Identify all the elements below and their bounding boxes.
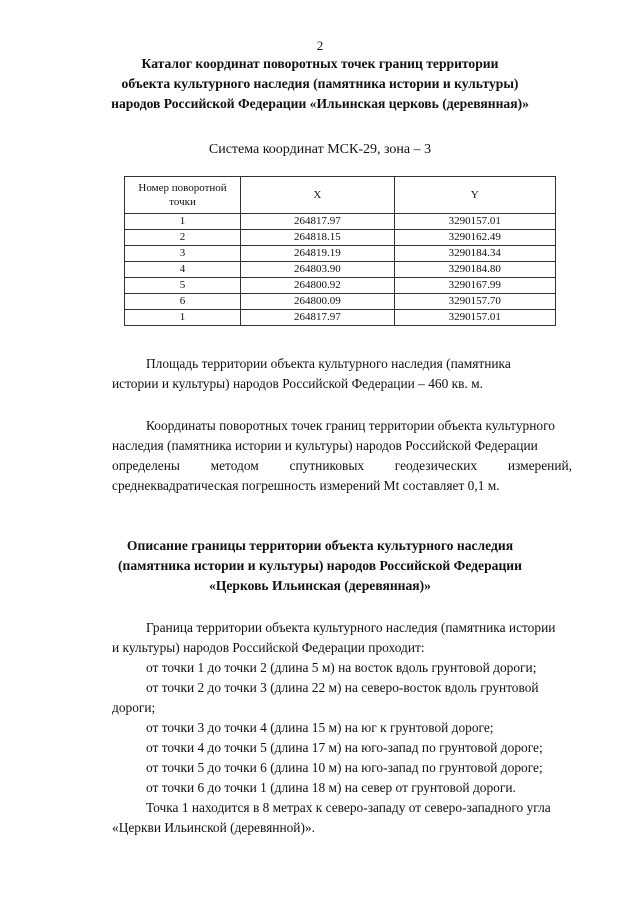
cell-point: 1: [125, 310, 241, 326]
border-item: от точки 1 до точки 2 (длина 5 м) на восток вдоль грунтовой дороги;: [146, 660, 537, 675]
border-intro-line: Граница территории объекта культурного наследия (памятника истории: [146, 620, 556, 635]
table-row: [125, 262, 556, 278]
cell-y: 3290167.99: [394, 278, 555, 294]
table-header-row: [125, 177, 556, 214]
border-item-continuation: дороги;: [112, 700, 156, 715]
catalog-title-line: Каталог координат поворотных точек границ территории: [141, 56, 499, 71]
cell-x: 264803.90: [241, 262, 394, 278]
method-word: спутниковых: [289, 458, 365, 473]
method-line: наследия (памятника истории и культуры) народов Российской Федерации: [112, 438, 538, 453]
page-number: 2: [316, 38, 324, 53]
cell-y: 3290157.01: [394, 214, 555, 230]
catalog-title-line: объекта культурного наследия (памятника истории и культуры): [121, 76, 519, 91]
description-title: [60, 536, 580, 596]
table-row: [125, 230, 556, 246]
border-item: от точки 4 до точки 5 (длина 17 м) на юго-запад по грунтовой дороге;: [146, 740, 543, 755]
cell-x: 264817.97: [241, 214, 394, 230]
cell-point: 3: [125, 246, 241, 262]
method-word: методом: [210, 458, 259, 473]
cell-y: 3290157.70: [394, 294, 555, 310]
cell-y: 3290162.49: [394, 230, 555, 246]
catalog-title: [60, 54, 580, 114]
cell-y: 3290184.80: [394, 262, 555, 278]
border-closing-line: Точка 1 находится в 8 метрах к северо-западу от северо-западного угла: [146, 800, 551, 815]
cell-x: 264817.97: [241, 310, 394, 326]
cell-point: 1: [125, 214, 241, 230]
cell-point: 6: [125, 294, 241, 310]
area-line: истории и культуры) народов Российской Федерации – 460 кв. м.: [112, 376, 483, 391]
table-row: [125, 310, 556, 326]
cell-point: 4: [125, 262, 241, 278]
table-row: [125, 214, 556, 230]
method-line-justified: [112, 456, 572, 476]
cell-x: 264818.15: [241, 230, 394, 246]
header-point-number: Номер поворотной точки: [125, 177, 241, 214]
header-y: Y: [394, 177, 555, 214]
table-row: [125, 278, 556, 294]
method-paragraph: [112, 416, 572, 496]
cell-x: 264819.19: [241, 246, 394, 262]
table-row: [125, 246, 556, 262]
cell-x: 264800.09: [241, 294, 394, 310]
cell-y: 3290184.34: [394, 246, 555, 262]
cell-y: 3290157.01: [394, 310, 555, 326]
catalog-title-line: народов Российской Федерации «Ильинская церковь (деревянная)»: [111, 96, 529, 111]
coordinate-system-label: Система координат МСК-29, зона – 3: [208, 142, 432, 157]
description-title-line: «Церковь Ильинская (деревянная)»: [209, 578, 431, 593]
area-paragraph: [112, 354, 572, 394]
border-closing-line: «Церкви Ильинской (деревянной)».: [112, 820, 315, 835]
method-word: определены: [112, 458, 180, 473]
description-title-line: Описание границы территории объекта культурного наследия: [126, 538, 514, 553]
coordinates-table: [124, 176, 556, 326]
method-line: Координаты поворотных точек границ территории объекта культурного: [146, 418, 555, 433]
header-x: X: [241, 177, 394, 214]
border-description-paragraph: [112, 618, 572, 838]
border-item: от точки 5 до точки 6 (длина 10 м) на юго-запад по грунтовой дороге;: [146, 760, 543, 775]
cell-point: 2: [125, 230, 241, 246]
border-intro-line: и культуры) народов Российской Федерации проходит:: [112, 640, 425, 655]
table-row: [125, 294, 556, 310]
border-item: от точки 3 до точки 4 (длина 15 м) на юг к грунтовой дороге;: [146, 720, 494, 735]
method-word: геодезических: [394, 458, 478, 473]
cell-point: 5: [125, 278, 241, 294]
method-line: среднеквадратическая погрешность измерений Mt составляет 0,1 м.: [112, 478, 500, 493]
description-title-line: (памятника истории и культуры) народов Российской Федерации: [118, 558, 522, 573]
border-item: от точки 2 до точки 3 (длина 22 м) на северо-восток вдоль грунтовой: [146, 680, 539, 695]
border-item: от точки 6 до точки 1 (длина 18 м) на север от грунтовой дороги.: [146, 780, 516, 795]
method-word: измерений,: [507, 458, 572, 473]
area-line: Площадь территории объекта культурного наследия (памятника: [146, 356, 511, 371]
cell-x: 264800.92: [241, 278, 394, 294]
